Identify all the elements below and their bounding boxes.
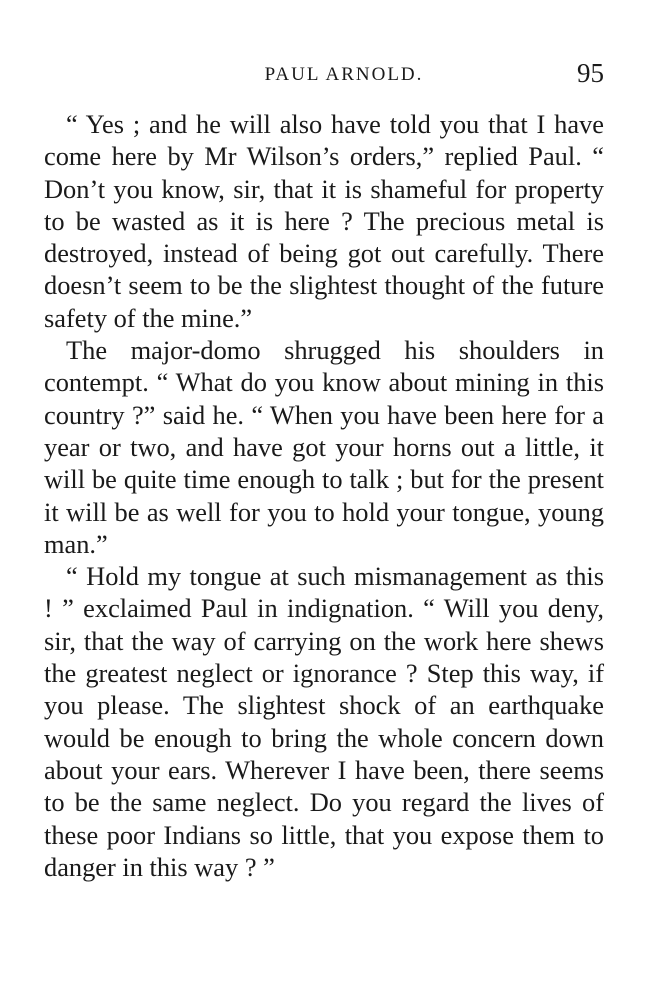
body-text <box>44 108 604 883</box>
paragraph: “ Hold my tongue at such mismanagement as this ! ” exclaimed Paul in indignation. “ Will you deny, sir, that the way of carrying on the work here shews the greatest neglect or ignorance ? Step this way, if you please. The slightest shock of an earthquake would be enough to bring the whole concern down about your ears. Wherever I have been, there seems to be the same neglect. Do you regard the lives of these poor Indians so little, that you expose them to danger in this way ? ” <box>44 561 604 882</box>
paragraph: The major-domo shrugged his shoulders in contempt. “ What do you know about mining in this country ?” said he. “ When you have been here for a year or two, and have got your horns out a little, it will be quite time enough to talk ; but for the present it will be as well for you to hold your tongue, young man.” <box>44 335 604 559</box>
page-number: 95 <box>577 58 604 88</box>
running-title: PAUL ARNOLD. <box>264 64 424 85</box>
running-header <box>44 58 604 94</box>
paragraph: “ Yes ; and he will also have told you that I have come here by Mr Wilson’s orders,” replied Paul. “ Don’t you know, sir, that it is shameful for property to be wasted as it is here ? The precious metal is destroyed, instead of being got out carefully. There doesn’t seem to be the slightest thought of the future safety of the mine.” <box>44 109 604 333</box>
